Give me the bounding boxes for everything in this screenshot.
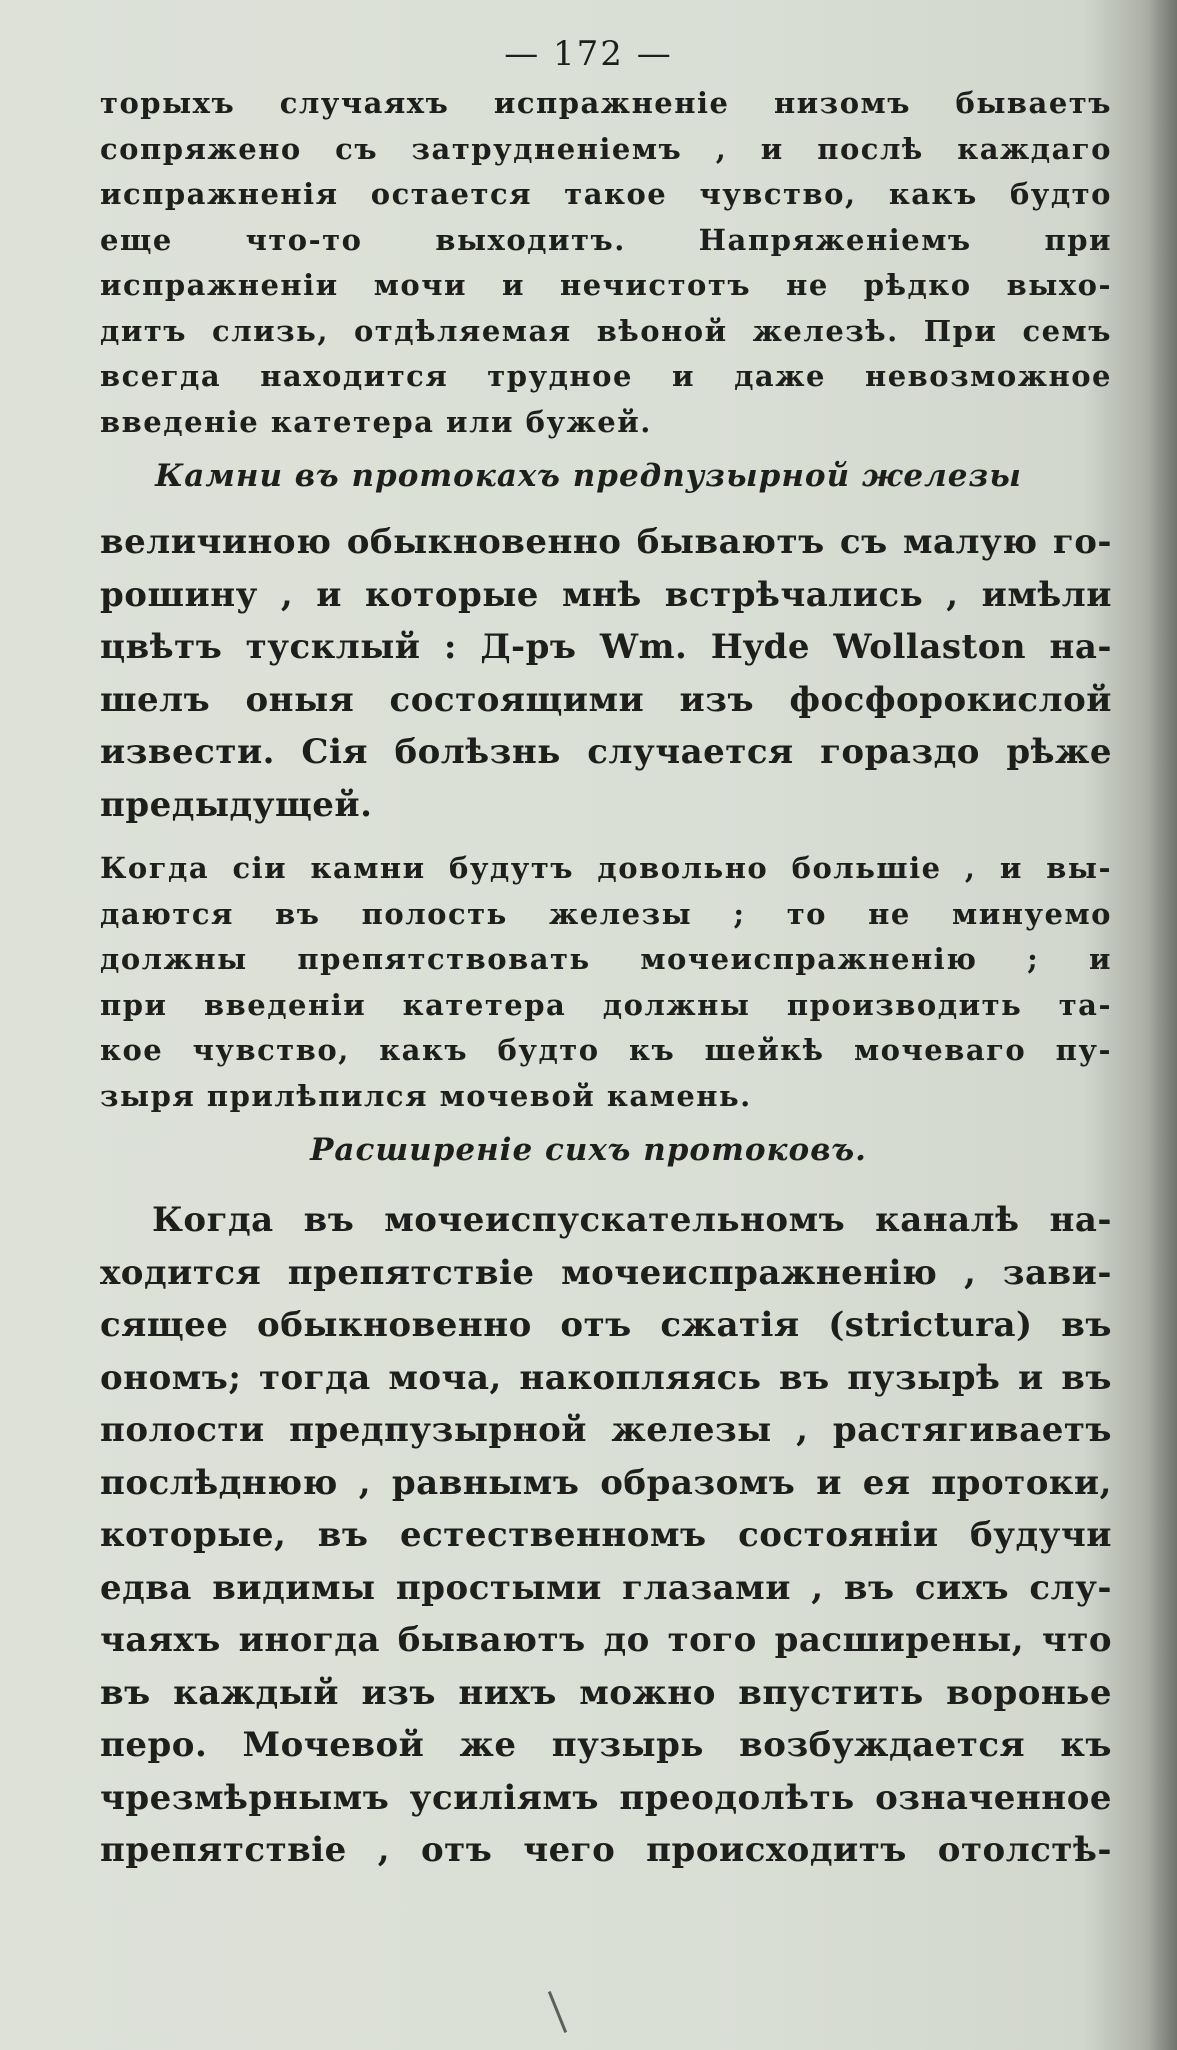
- text-line: извести. Сія болѣзнь случается гораздо рѣже: [100, 732, 1112, 772]
- text-line: послѣднюю , равнымъ образомъ и ея протоки,: [100, 1462, 1112, 1503]
- page-binding-shadow: [1149, 0, 1177, 2050]
- text-line: при введеніи катетера должны производить та-: [100, 987, 1112, 1022]
- text-line: препятствіе , отъ чего происходитъ отолстѣ-: [100, 1830, 1112, 1870]
- text-line: ходится препятствіе мочеиспражненію , зави-: [100, 1252, 1112, 1293]
- paragraph-1: [100, 81, 1112, 445]
- text-line: ономъ; тогда моча, накопляясь въ пузырѣ и въ: [100, 1357, 1112, 1398]
- paragraph-4: [100, 1194, 1112, 1877]
- text-line: сопряжено съ затрудненіемъ , и послѣ каждаго: [100, 131, 1112, 166]
- ink-mark: [548, 1991, 567, 2033]
- paragraph-2: [100, 516, 1112, 831]
- text-line: которые, въ естественномъ состояніи будучи: [100, 1515, 1112, 1555]
- text-line: введеніе катетера или бужей.: [100, 404, 652, 439]
- text-line: шелъ оныя состоящими изъ фосфорокислой: [100, 679, 1112, 720]
- text-line: должны препятствовать мочеиспражненію ; и: [100, 942, 1112, 976]
- text-line: Когда сіи камни будутъ довольно большіе , и вы-: [100, 851, 1112, 885]
- text-line: кое чувство, какъ будто къ шейкѣ мочеваго пу-: [100, 1033, 1112, 1067]
- section-heading-dilation: Расширеніе сихъ протоковъ.: [310, 1132, 867, 1168]
- text-line: даются въ полость железы ; то не минуемо: [100, 896, 1112, 931]
- text-line: зыря прилѣпился мочевой камень.: [100, 1078, 752, 1113]
- text-line: Когда въ мочеиспускательномъ каналѣ на-: [152, 1200, 1112, 1240]
- text-line: всегда находится трудное и даже невозможное: [100, 359, 1112, 393]
- text-line: чрезмѣрнымъ усиліямъ преодолѣть означенное: [100, 1777, 1112, 1818]
- text-line: цвѣтъ тусклый : Д-ръ Wm. Hyde Wollaston на-: [100, 627, 1112, 667]
- text-line: перо. Мочевой же пузырь возбуждается къ: [100, 1725, 1112, 1765]
- text-line: чаяхъ иногда бываютъ до того расширены, что: [100, 1620, 1112, 1660]
- text-line: въ каждый изъ нихъ можно впустить воронье: [100, 1672, 1112, 1713]
- text-line: еще что-то выходитъ. Напряженіемъ при: [100, 222, 1112, 257]
- text-line: предыдущей.: [100, 784, 373, 825]
- text-line: рошину , и которые мнѣ встрѣчались , имѣли: [100, 574, 1112, 615]
- text-line: торыхъ случаяхъ испражненіе низомъ бываетъ: [100, 86, 1112, 120]
- text-line: испражненія остается такое чувство, какъ будто: [100, 177, 1112, 211]
- page-number: — 172 —: [504, 34, 673, 74]
- text-line: испражненіи мочи и нечистотъ не рѣдко выхо-: [100, 268, 1112, 302]
- text-line: величиною обыкновенно бываютъ съ малую го-: [100, 522, 1112, 562]
- text-line: сящее обыкновенно отъ сжатія (strictura) въ: [100, 1305, 1112, 1345]
- text-line: едва видимы простыми глазами , въ сихъ слу-: [100, 1567, 1112, 1608]
- text-line: дитъ слизь, отдѣляемая вѣоной железѣ. При семъ: [100, 313, 1112, 348]
- section-heading-stones: Камни въ протокахъ предпузырной железы: [155, 458, 1022, 494]
- paragraph-3: [100, 846, 1112, 1119]
- text-line: полости предпузырной железы , растягиваетъ: [100, 1410, 1112, 1450]
